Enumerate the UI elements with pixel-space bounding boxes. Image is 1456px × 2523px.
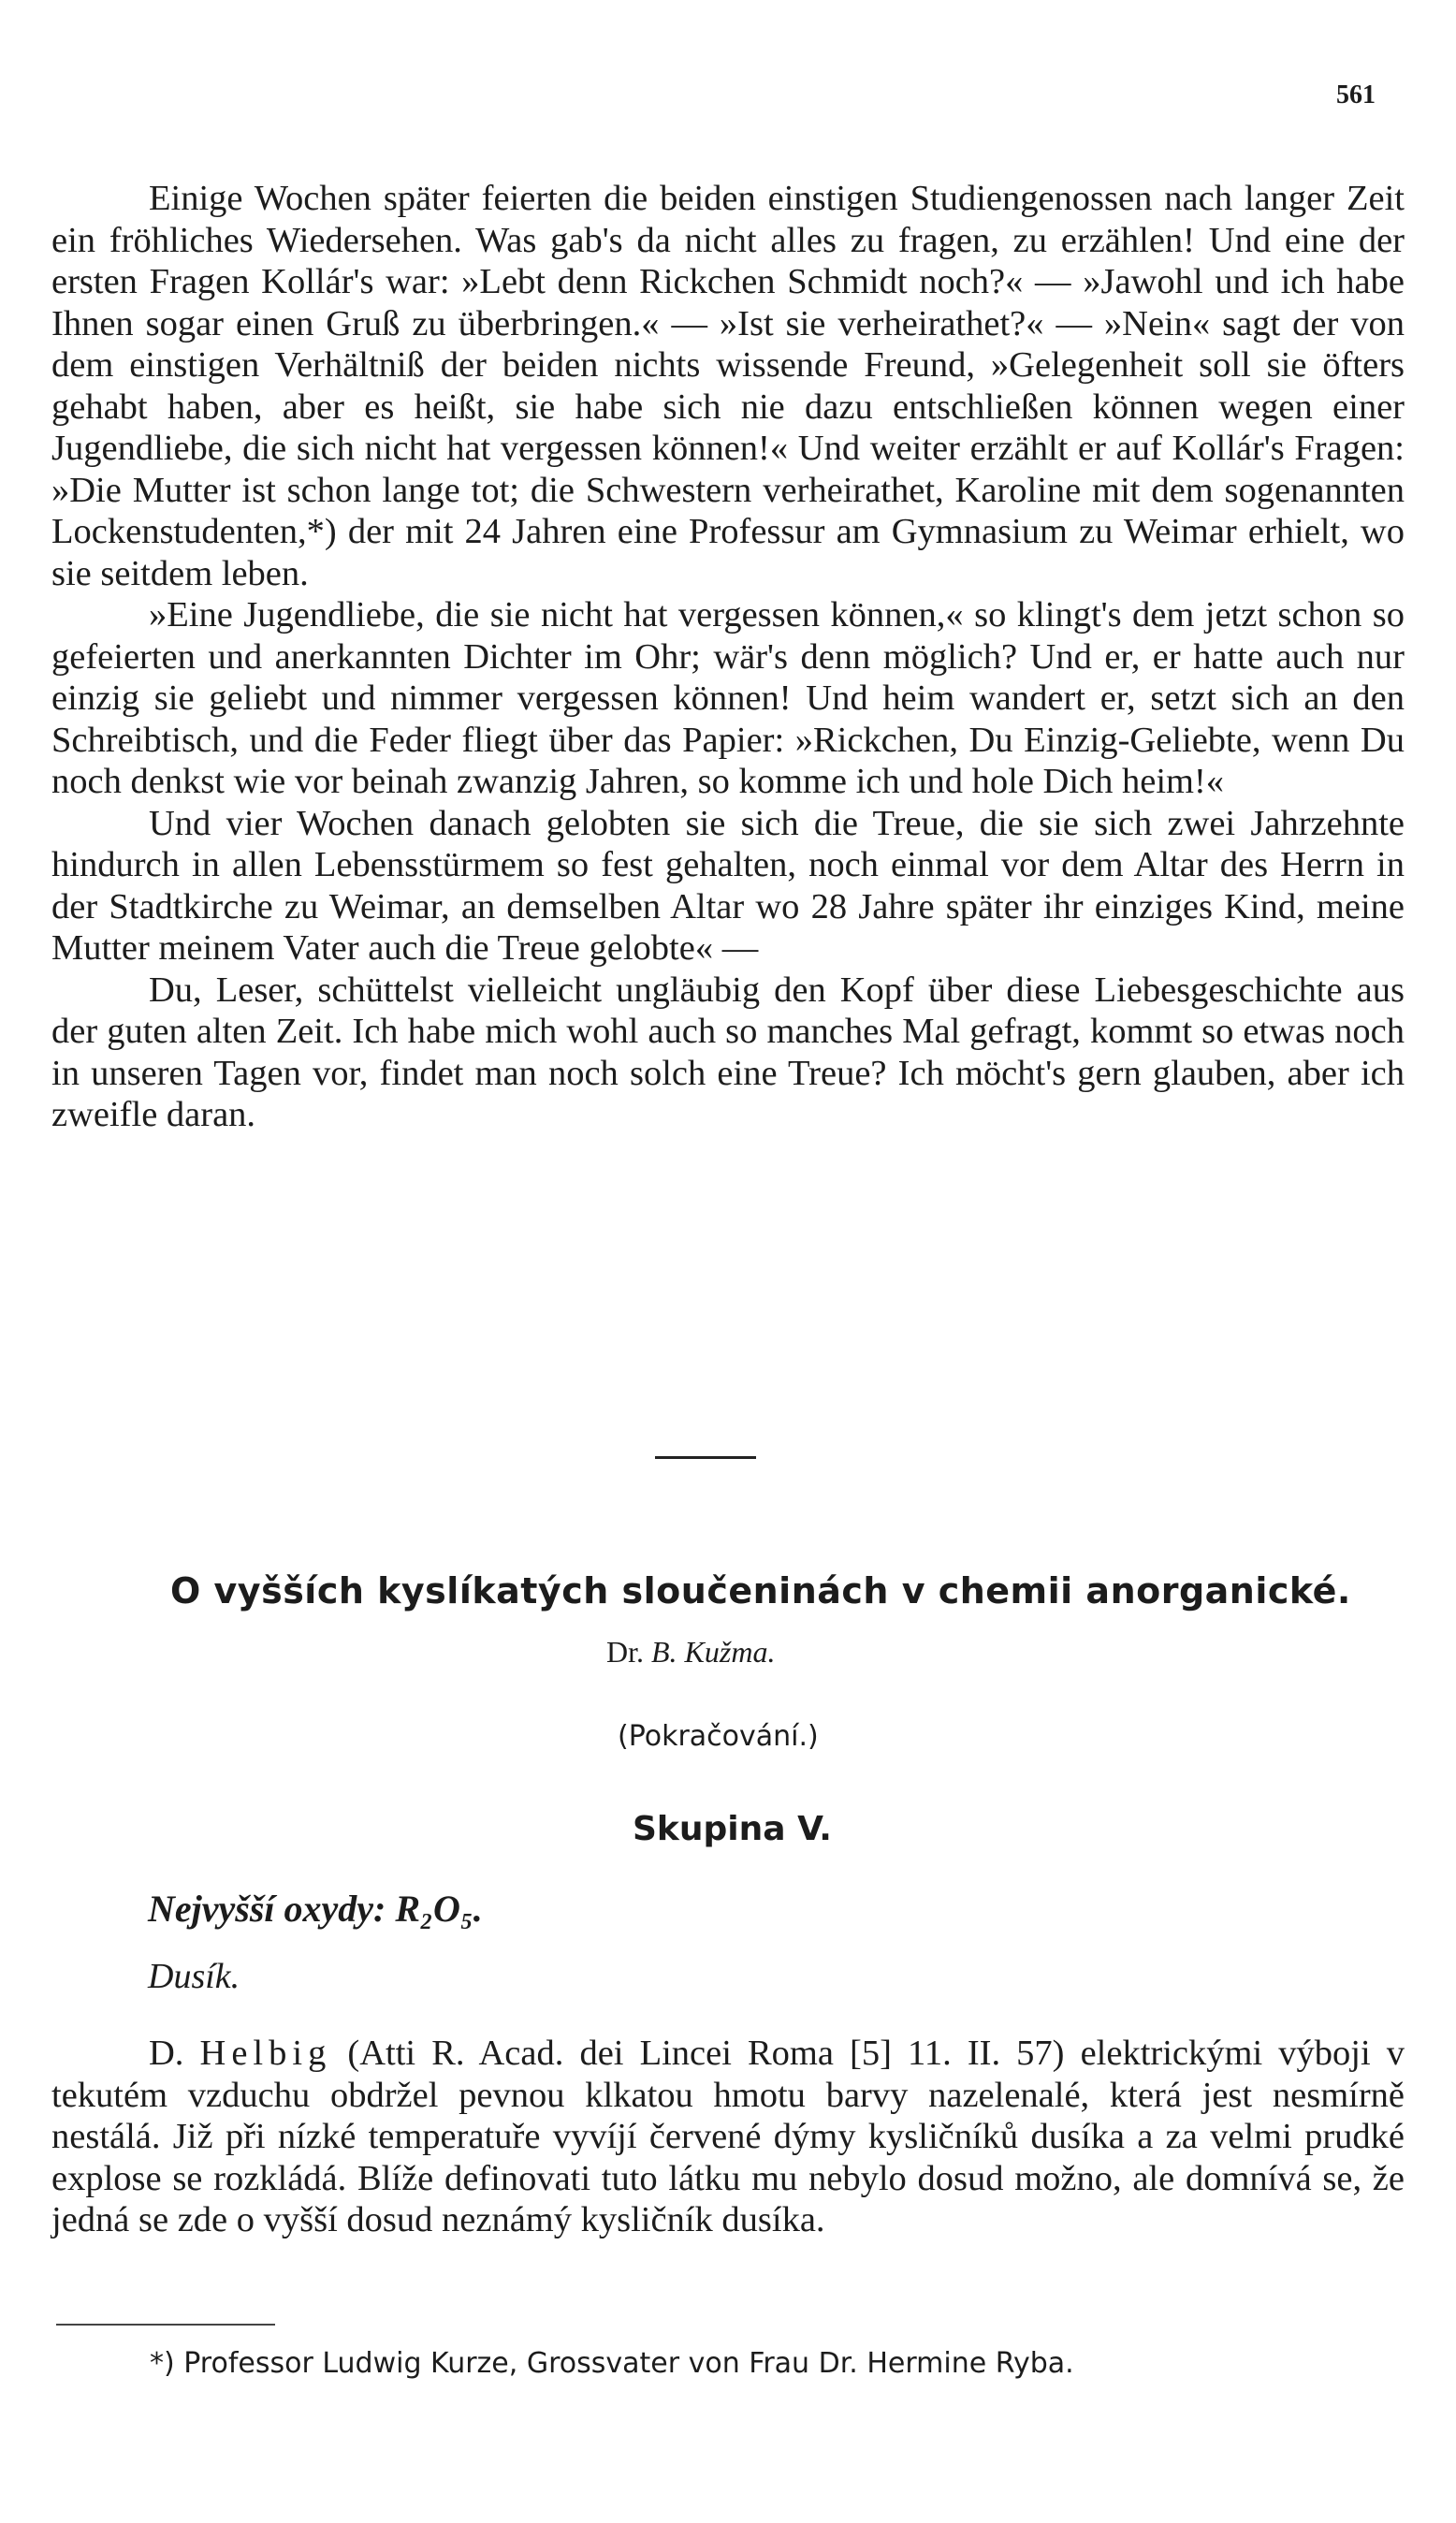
article-author <box>606 1635 775 1670</box>
group-heading: Skupina V. <box>633 1810 832 1848</box>
paragraph-body: (Atti R. Acad. dei Lincei Roma [5] 11. II. 57) elektrickými výboji v tekutém vzduchu obdržel pevnou klkatou hmotu barvy nazelenalé, která jest nesmírně nestálá. Již při nízké temperatuře vyvíjí červené dýmy kysličníků dusíka a za velmi prudké explose se rozkládá. Blíže definovati tuto látku mu nebylo dosud možno, ale domnívá se, že jedná se zde o vyšší dosud neznámý kysličník dusíka. <box>51 2034 1405 2239</box>
paragraph-prefix: D. <box>149 2034 184 2073</box>
page-number: 561 <box>1336 80 1376 109</box>
oxides-subheading: Nejvyšší oxydy: R₂O₅. <box>148 1888 483 1930</box>
story-text <box>51 178 1405 1136</box>
author-prefix: Dr. <box>606 1635 644 1669</box>
footnote: *) Professor Ludwig Kurze, Grossvater von Frau Dr. Hermine Ryba. <box>150 2347 1074 2380</box>
element-heading: Dusík. <box>148 1957 240 1996</box>
story-paragraph: Du, Leser, schüttelst vielleicht ungläubig den Kopf über diese Liebesgeschichte aus der guten alten Zeit. Ich habe mich wohl auch so manches Mal gefragt, kommt so etwas noch in unseren Tagen vor, findet man noch solch eine Treue? Ich möcht's gern glauben, aber ich zweifle daran. <box>51 970 1405 1134</box>
story-paragraph: »Eine Jugendliebe, die sie nicht hat vergessen können,« so klingt's dem jetzt schon so gefeierten und anerkannten Dichter im Ohr; wär's denn möglich? Und er, er hatte auch nur einzig sie geliebt und nimmer vergessen können! Und heim wandert er, setzt sich an den Schreibtisch, und die Feder fliegt über das Papier: »Rickchen, Du Einzig-Geliebte, wenn Du noch denkst wie vor beinah zwanzig Jahren, so komme ich und hole Dich heim!« <box>51 595 1405 801</box>
continuation-note: (Pokračování.) <box>618 1720 819 1753</box>
article-title: O vyšších kyslíkatých sloučeninách v chemii anorganické. <box>170 1570 1351 1612</box>
author-name: B. Kužma. <box>651 1635 776 1669</box>
article-text <box>51 2033 1405 2241</box>
article-paragraph <box>51 2033 1405 2241</box>
footnote-rule <box>56 2324 275 2326</box>
researcher-name: Helbig <box>199 2034 332 2073</box>
story-paragraph: Und vier Wochen danach gelobten sie sich die Treue, die sie sich zwei Jahrzehnte hindurch in allen Lebensstürmem so fest gehalten, noch einmal vor dem Altar des Herrn in der Stadtkirche zu Weimar, an demselben Altar wo 28 Jahre später ihr einziges Kind, meine Mutter meinem Vater auch die Treue gelobte« — <box>51 803 1405 968</box>
story-paragraph: Einige Wochen später feierten die beiden einstigen Studiengenossen nach langer Zeit ein fröhliches Wiedersehen. Was gab's da nicht alles zu fragen, zu erzählen! Und eine der ersten Fragen Kollár's war: »Lebt denn Rickchen Schmidt noch?« — »Jawohl und ich habe Ihnen sogar einen Gruß zu überbringen.« — »Ist sie verheirathet?« — »Nein« sagt der von dem einstigen Verhältniß der beiden nichts wissende Freund, »Gelegenheit soll sie öfters gehabt haben, aber es heißt, sie habe sich nie dazu entschließen können wegen einer Jugendliebe, die sich nicht hat vergessen können!« Und weiter erzählt er auf Kollár's Fragen: »Die Mutter ist schon lange tot; die Schwestern verheirathet, Karoline mit dem sogenannten Lockenstudenten,*) der mit 24 Jahren eine Professur am Gymnasium zu Weimar erhielt, wo sie seitdem leben. <box>51 179 1405 593</box>
section-divider <box>655 1456 756 1459</box>
